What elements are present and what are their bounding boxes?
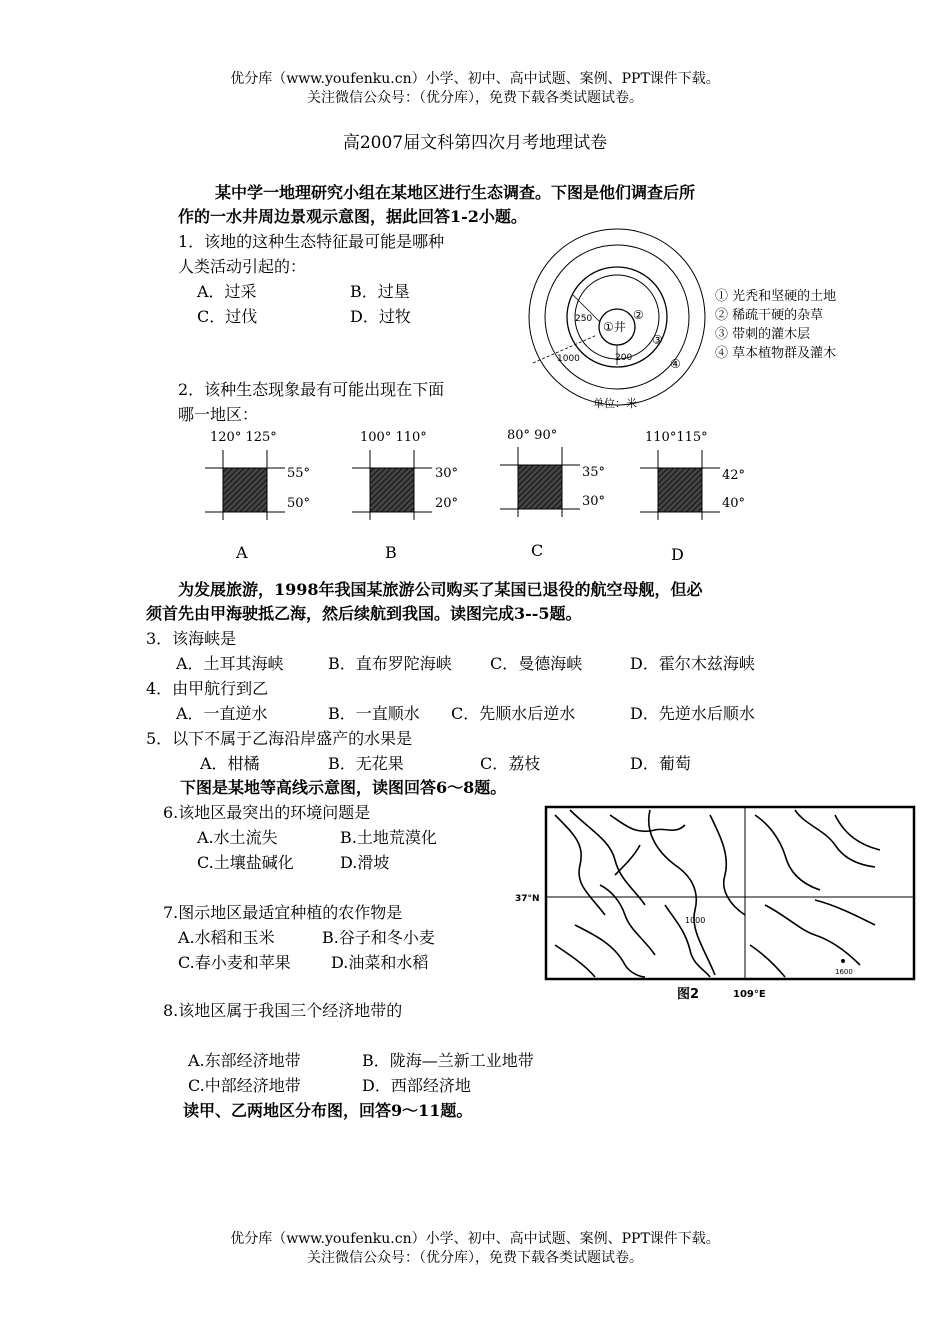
q4-option-a: A．一直逆水	[176, 704, 268, 723]
peak-1600-label: 1600	[835, 968, 853, 976]
region-d-letter: D	[671, 545, 684, 564]
page-title: 高2007届文科第四次月考地理试卷	[342, 133, 608, 153]
region-b-lat-bottom: 20°	[435, 496, 459, 511]
q5-option-b: B．无花果	[328, 754, 404, 773]
ring-2-label: ②	[633, 308, 644, 322]
well-diagram	[525, 225, 725, 415]
region-d-box	[640, 450, 720, 520]
q1-option-d: D．过牧	[350, 307, 411, 326]
legend-item-3: ③ 带刺的灌木层	[715, 327, 811, 342]
q5-option-c: C．荔枝	[480, 754, 541, 773]
footer-line-1: 优分库（www.youfenku.cn）小学、初中、高中试题、案例、PPT课件下载。	[230, 1231, 720, 1247]
region-c-box	[500, 447, 580, 517]
q8-stem: 8.该地区属于我国三个经济地带的	[163, 1001, 403, 1020]
contour-1000-label: 1000	[685, 916, 706, 925]
legend-item-1: ① 光秃和坚硬的土地	[715, 289, 837, 304]
ring-3-label: ③	[652, 333, 663, 347]
region-b-letter: B	[385, 543, 397, 562]
q6-option-b: B.土地荒漠化	[340, 828, 437, 847]
q4-option-b: B．一直顺水	[328, 704, 420, 723]
q6-stem: 6.该地区最突出的环境问题是	[163, 803, 371, 822]
q8-option-b: B．陇海—兰新工业地带	[362, 1051, 534, 1070]
radius-250-label: 250	[575, 314, 593, 324]
region-b-box	[352, 450, 432, 520]
contour-map	[515, 805, 885, 1005]
q5-option-d: D．葡萄	[630, 754, 691, 773]
region-c-lat-bottom: 30°	[582, 494, 606, 509]
q2-stem-line2: 哪一地区：	[178, 405, 259, 424]
q3-stem: 3．该海峡是	[146, 629, 237, 648]
q1-stem-line1: 1．该地的这种生态特征最可能是哪种	[178, 232, 445, 251]
latitude-label: 37°N	[515, 894, 540, 904]
q8-option-c: C.中部经济地带	[188, 1076, 301, 1095]
map-frame	[546, 807, 914, 979]
footer-line-2: 关注微信公众号：（优分库），免费下载各类试题试卷。	[307, 1250, 643, 1266]
radius-200-label: 200	[615, 353, 633, 363]
q1-stem-line2: 人类活动引起的：	[178, 257, 307, 276]
region-c-longitude: 80° 90°	[507, 428, 558, 443]
q5-option-a: A．柑橘	[200, 754, 260, 773]
intro1-line2: 作的一水井周边景观示意图，据此回答1-2小题。	[178, 207, 527, 226]
intro3: 下图是某地等高线示意图，读图回答6～8题。	[180, 778, 507, 797]
radius-1000-label: 1000	[557, 354, 580, 364]
q7-option-d: D.油菜和水稻	[331, 953, 429, 972]
q4-option-d: D．先逆水后顺水	[630, 704, 755, 723]
q3-option-b: B．直布罗陀海峡	[328, 654, 452, 673]
region-a-lat-bottom: 50°	[287, 496, 311, 511]
q4-option-c: C．先顺水后逆水	[451, 704, 576, 723]
q3-option-d: D．霍尔木兹海峡	[630, 654, 755, 673]
q3-option-a: A．土耳其海峡	[176, 654, 284, 673]
intro1-line1: 某中学一地理研究小组在某地区进行生态调查。下图是他们调查后所	[215, 183, 696, 202]
intro2-line2: 须首先由甲海驶抵乙海，然后续航到我国。读图完成3--5题。	[146, 604, 582, 623]
region-a-longitude: 120° 125°	[210, 430, 277, 445]
legend-item-2: ② 稀疏干硬的杂草	[715, 308, 824, 323]
figure-caption: 图2	[677, 987, 700, 1002]
intro2-line1: 为发展旅游，1998年我国某旅游公司购买了某国已退役的航空母舰，但必	[178, 580, 703, 599]
region-c-letter: C	[531, 541, 544, 560]
q7-option-c: C.春小麦和苹果	[178, 953, 291, 972]
q6-option-a: A.水土流失	[197, 828, 278, 847]
legend-item-4: ④ 草本植物群及灌木	[715, 346, 837, 361]
region-b-lat-top: 30°	[435, 466, 459, 481]
q4-stem: 4．由甲航行到乙	[146, 679, 269, 698]
q7-option-b: B.谷子和冬小麦	[322, 928, 435, 947]
ring-4-label: ④	[670, 357, 681, 371]
q2-stem-line1: 2．该种生态现象最有可能出现在下面	[178, 380, 445, 399]
region-a-letter: A	[236, 543, 248, 562]
q3-option-c: C．曼德海峡	[490, 654, 583, 673]
header-line-2: 关注微信公众号：（优分库），免费下载各类试题试卷。	[307, 90, 643, 106]
longitude-label: 109°E	[733, 989, 766, 1000]
q1-option-c: C．过伐	[197, 307, 258, 326]
ring-outer	[529, 229, 705, 405]
q1-option-b: B．过垦	[350, 282, 410, 301]
region-d-lat-bottom: 40°	[722, 496, 746, 511]
q6-option-c: C.土壤盐碱化	[197, 853, 294, 872]
region-b-longitude: 100° 110°	[360, 430, 427, 445]
q6-option-d: D.滑坡	[340, 853, 390, 872]
peak-point	[841, 959, 845, 963]
q8-option-a: A.东部经济地带	[188, 1051, 301, 1070]
q1-option-a: A．过采	[197, 282, 257, 301]
q7-option-a: A.水稻和玉米	[178, 928, 275, 947]
header-line-1: 优分库（www.youfenku.cn）小学、初中、高中试题、案例、PPT课件下载。	[230, 71, 720, 87]
region-a-lat-top: 55°	[287, 466, 311, 481]
region-c-lat-top: 35°	[582, 465, 606, 480]
unit-label: 单位：米	[593, 397, 637, 410]
region-d-lat-top: 42°	[722, 468, 746, 483]
q7-stem: 7.图示地区最适宜种植的农作物是	[163, 903, 403, 922]
region-d-longitude: 110°115°	[645, 430, 708, 445]
region-a-box	[205, 450, 285, 520]
q8-option-d: D．西部经济地	[362, 1076, 471, 1095]
q5-stem: 5．以下不属于乙海沿岸盛产的水果是	[146, 729, 413, 748]
well-label: ①井	[603, 320, 626, 334]
intro4: 读甲、乙两地区分布图，回答9～11题。	[183, 1101, 473, 1120]
